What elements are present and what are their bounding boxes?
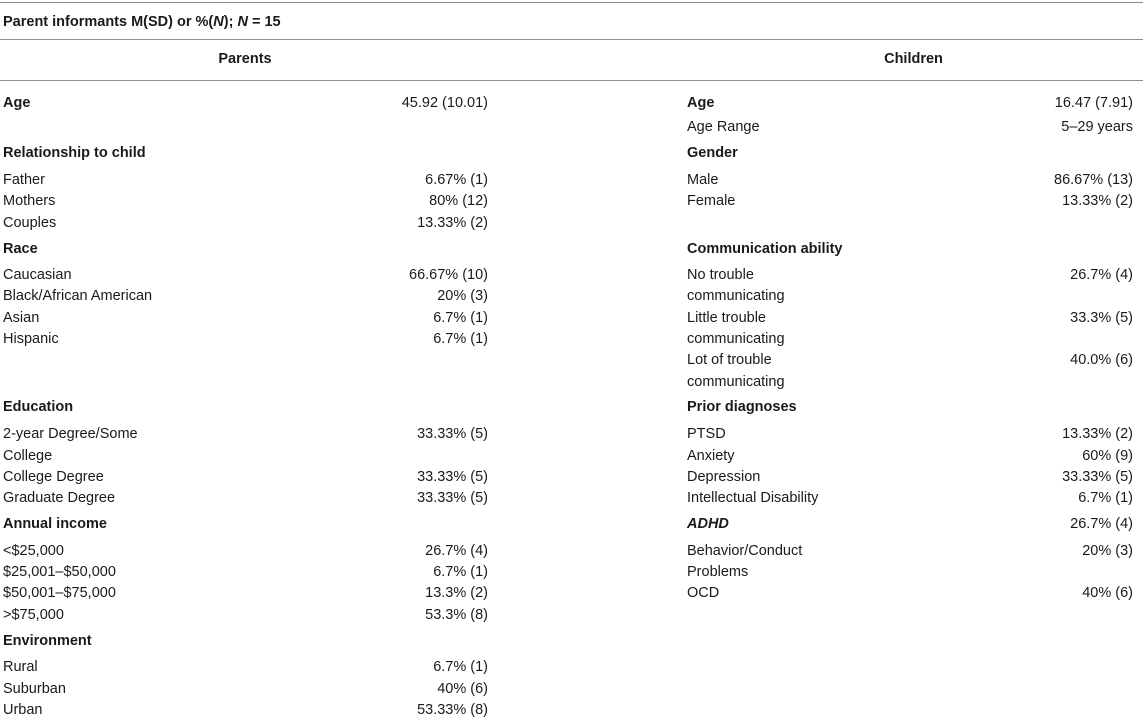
children-row-value: 20% (3) [1082,543,1133,559]
children-row-label: Age Range [687,119,760,135]
parents-row-label: Asian [3,310,40,326]
parents-row-label: Hispanic [3,331,59,347]
parents-row-value: 53.33% (8) [417,702,488,718]
parents-row-value: 26.7% (4) [425,543,488,559]
parents-row-value: 66.67% (10) [409,267,488,283]
parents-row-label: 2-year Degree/Some [3,426,138,442]
parents-row-value: 6.7% (1) [433,564,488,580]
children-row-label: Age [687,95,715,111]
children-row-label: Lot of trouble [687,352,772,368]
parents-row-value: 33.33% (5) [417,469,488,485]
parents-row-label: $25,001–$50,000 [3,564,116,580]
parents-row-value: 33.33% (5) [417,426,488,442]
header-rule [0,39,1143,40]
children-row-label: OCD [687,585,720,601]
parents-row-value: 6.7% (1) [433,310,488,326]
parents-row-label: Education [3,399,74,415]
children-row-label: Prior diagnoses [687,399,797,415]
table-title: Parent informants M(SD) or %(N); N = 15 [3,14,281,30]
parents-row-label: <$25,000 [3,543,64,559]
parents-row-value: 53.3% (8) [425,607,488,623]
parents-row-value: 80% (12) [429,193,488,209]
children-row-label: PTSD [687,426,726,442]
children-row-value: 40.0% (6) [1070,352,1133,368]
parents-row-label: Suburban [3,681,66,697]
parents-row-label: Father [3,172,45,188]
children-row-label: ADHD [687,516,729,532]
children-row-value: 40% (6) [1082,585,1133,601]
children-row-value: 13.33% (2) [1062,426,1133,442]
children-row-label: No trouble [687,267,754,283]
column-header-children: Children [884,51,943,67]
children-row-value: 13.33% (2) [1062,193,1133,209]
parents-row-label: College [3,448,53,464]
parents-row-label: Couples [3,215,57,231]
children-row-value: 33.33% (5) [1062,469,1133,485]
parents-row-label: Race [3,241,38,257]
parents-row-label: Environment [3,633,92,649]
children-row-value: 26.7% (4) [1070,267,1133,283]
parents-row-label: Age [3,95,31,111]
parents-row-label: >$75,000 [3,607,64,623]
parents-row-label: Annual income [3,516,107,532]
parents-row-label: Mothers [3,193,56,209]
parents-row-value: 45.92 (10.01) [401,95,488,111]
children-row-label: Depression [687,469,761,485]
top-rule [0,2,1143,3]
children-row-label: Gender [687,145,738,161]
parents-row-label: $50,001–$75,000 [3,585,116,601]
parents-row-label: Relationship to child [3,145,146,161]
parents-row-value: 20% (3) [437,288,488,304]
children-row-value: 6.7% (1) [1078,490,1133,506]
children-row-value: 26.7% (4) [1070,516,1133,532]
children-row-value: 16.47 (7.91) [1054,95,1133,111]
children-row-value: 60% (9) [1082,448,1133,464]
children-row-label: Anxiety [687,448,735,464]
children-row-value: 86.67% (13) [1054,172,1133,188]
parents-row-value: 40% (6) [437,681,488,697]
column-header-parents: Parents [218,51,272,67]
parents-row-label: Graduate Degree [3,490,116,506]
parents-row-value: 13.33% (2) [417,215,488,231]
children-row-label: Behavior/Conduct [687,543,803,559]
children-row-value: 5–29 years [1061,119,1133,135]
children-row-value: 33.3% (5) [1070,310,1133,326]
children-row-label: Male [687,172,719,188]
parents-row-label: Rural [3,659,38,675]
children-row-label: Female [687,193,736,209]
parents-row-label: Urban [3,702,43,718]
parents-row-label: College Degree [3,469,104,485]
column-header-rule [0,80,1143,81]
children-row-label: communicating [687,331,785,347]
parents-row-label: Caucasian [3,267,72,283]
parents-row-value: 6.7% (1) [433,331,488,347]
children-row-label: Intellectual Disability [687,490,819,506]
parents-row-value: 33.33% (5) [417,490,488,506]
parents-row-value: 6.7% (1) [433,659,488,675]
parents-row-value: 6.67% (1) [425,172,488,188]
children-row-label: communicating [687,374,785,390]
parents-row-label: Black/African American [3,288,153,304]
children-row-label: communicating [687,288,785,304]
children-row-label: Problems [687,564,749,580]
children-row-label: Little trouble [687,310,766,326]
parents-row-value: 13.3% (2) [425,585,488,601]
children-row-label: Communication ability [687,241,843,257]
